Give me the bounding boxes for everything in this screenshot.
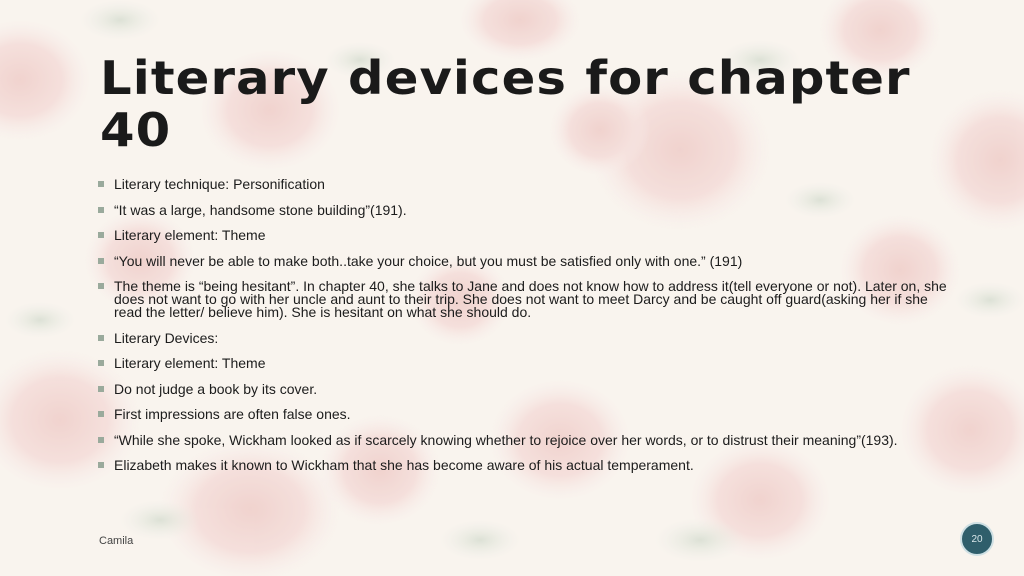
bullet-item: Literary element: Theme xyxy=(98,229,948,242)
square-bullet-icon xyxy=(98,386,104,392)
bullet-item: Literary element: Theme xyxy=(98,357,948,370)
square-bullet-icon xyxy=(98,207,104,213)
square-bullet-icon xyxy=(98,258,104,264)
square-bullet-icon xyxy=(98,335,104,341)
square-bullet-icon xyxy=(98,411,104,417)
square-bullet-icon xyxy=(98,283,104,289)
bullet-item: First impressions are often false ones. xyxy=(98,408,948,421)
bullet-item: Do not judge a book by its cover. xyxy=(98,383,948,396)
footer-author: Camila xyxy=(99,535,134,547)
bullet-item: “It was a large, handsome stone building”(191). xyxy=(98,204,948,217)
bullet-list xyxy=(98,178,948,485)
bullet-item: “You will never be able to make both..take your choice, but you must be satisfied only with one.” (191) xyxy=(98,255,948,268)
square-bullet-icon xyxy=(98,232,104,238)
square-bullet-icon xyxy=(98,462,104,468)
bullet-item: Elizabeth makes it known to Wickham that she has become aware of his actual temperament. xyxy=(98,459,948,472)
square-bullet-icon xyxy=(98,437,104,443)
slide-title: Literary devices for chapter 40 xyxy=(100,51,911,157)
square-bullet-icon xyxy=(98,181,104,187)
bullet-item: “While she spoke, Wickham looked as if scarcely knowing whether to rejoice over her words, or to distrust their meaning”(193). xyxy=(98,434,948,447)
bullet-item: Literary technique: Personification xyxy=(98,178,948,191)
slide-number-badge: 20 xyxy=(960,522,994,556)
bullet-item: Literary Devices: xyxy=(98,332,948,345)
square-bullet-icon xyxy=(98,360,104,366)
bullet-item: The theme is “being hesitant”. In chapter 40, she talks to Jane and does not know how to address it(tell everyone or not). Later on, she does not want to go with her uncle and aunt to their trip. She does not want to meet Darcy and be caught off guard(asking her if she read the letter/ believe him). She is hesitant on what she should do. xyxy=(98,280,948,319)
